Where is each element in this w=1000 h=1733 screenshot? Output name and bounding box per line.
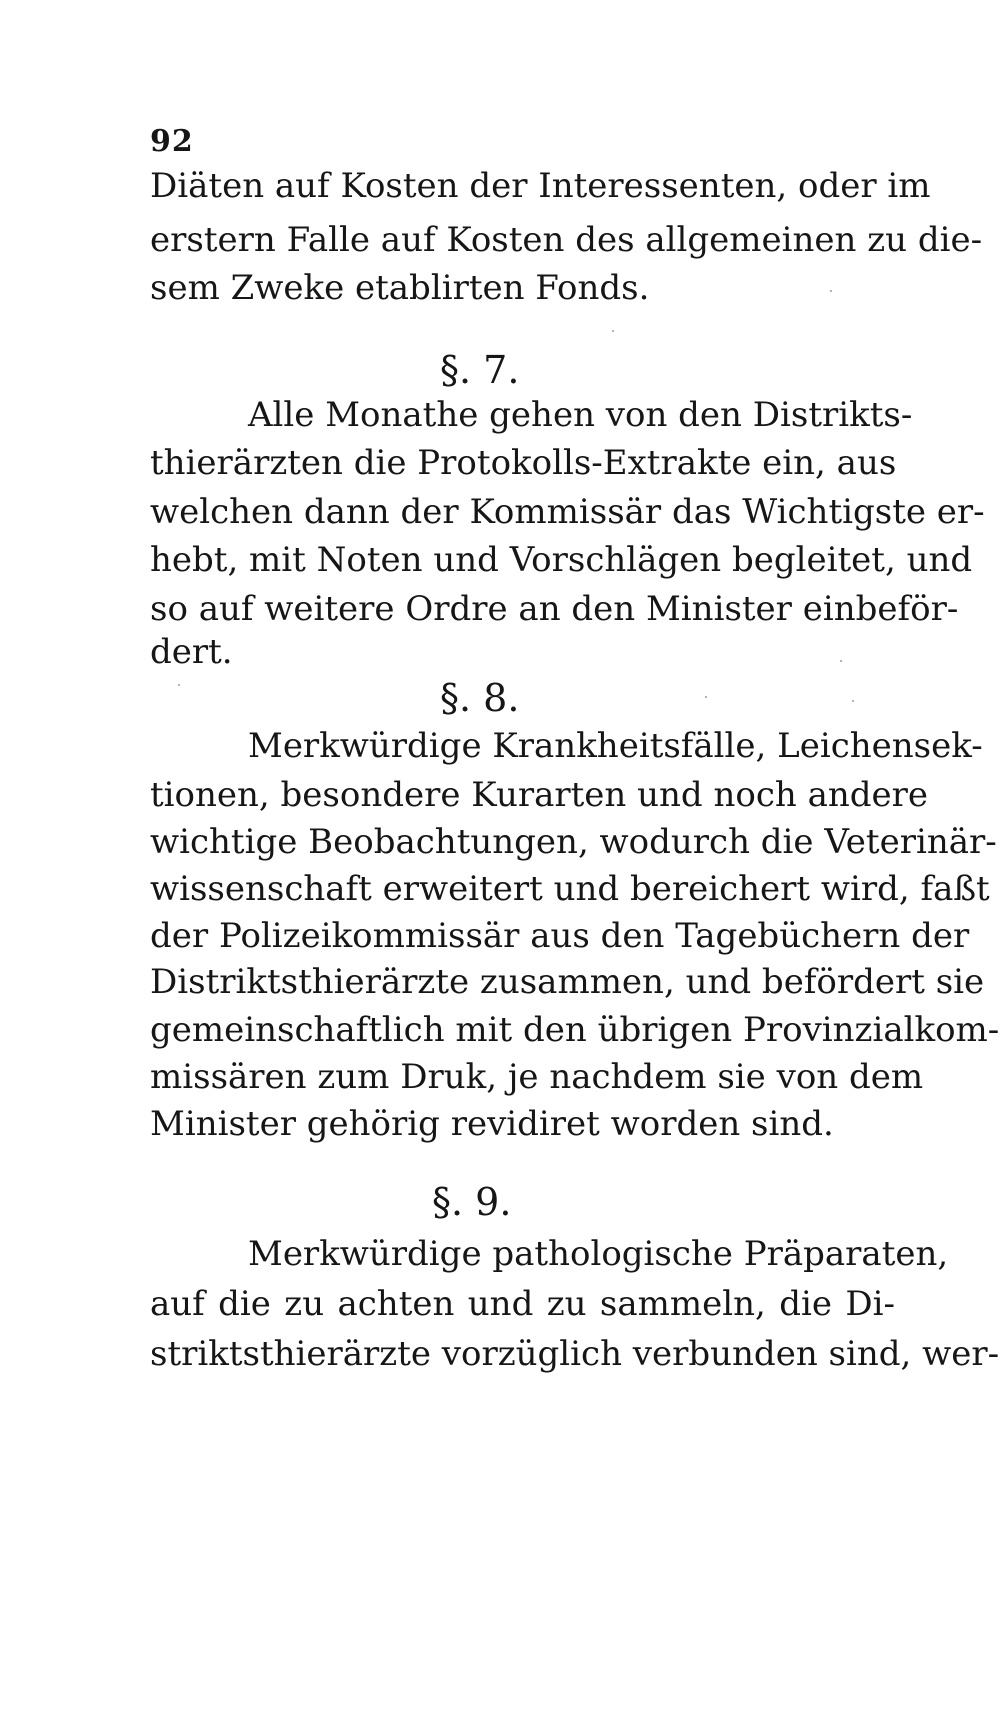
section-heading-7: §. 7. <box>440 348 520 392</box>
text-line: Distriktsthierärzte zusammen, und befördert sie <box>150 962 985 1002</box>
section-heading-8: §. 8. <box>440 676 520 720</box>
print-speck <box>830 290 832 292</box>
text-line: welchen dann der Kommissär das Wichtigste er- <box>150 492 985 532</box>
text-line: Merkwürdige Krankheitsfälle, Leichensek- <box>248 726 983 766</box>
text-line: Merkwürdige pathologische Präparaten, <box>248 1234 949 1274</box>
print-speck <box>612 330 614 332</box>
print-speck <box>178 684 180 686</box>
text-line: wissenschaft erweitert und bereichert wird, faßt <box>150 869 990 909</box>
page-number: 92 <box>150 124 194 159</box>
text-line: missären zum Druk, je nachdem sie von dem <box>150 1057 924 1097</box>
print-speck <box>852 700 854 702</box>
text-line: Minister gehörig revidiret worden sind. <box>150 1104 834 1144</box>
text-line: wichtige Beobachtungen, wodurch die Veterinär- <box>150 822 997 862</box>
text-line: hebt, mit Noten und Vorschlägen begleitet, und <box>150 540 973 580</box>
print-speck <box>705 696 707 698</box>
text-line: Diäten auf Kosten der Interessenten, oder im <box>150 166 931 206</box>
text-line: so auf weitere Ordre an den Minister einbeför- <box>150 589 959 629</box>
text-line: dert. <box>150 632 233 672</box>
text-line: auf die zu achten und zu sammeln, die Di- <box>150 1284 895 1324</box>
text-line: erstern Falle auf Kosten des allgemeinen zu die- <box>150 220 983 260</box>
text-line: thierärzten die Protokolls-Extrakte ein, aus <box>150 443 897 483</box>
text-line: sem Zweke etablirten Fonds. <box>150 268 650 308</box>
text-line: der Polizeikommissär aus den Tagebüchern der <box>150 916 970 956</box>
text-line: tionen, besondere Kurarten und noch andere <box>150 775 929 815</box>
text-line: striktsthierärzte vorzüglich verbunden sind, wer- <box>150 1334 1000 1374</box>
text-line: gemeinschaftlich mit den übrigen Provinzialkom- <box>150 1010 1000 1050</box>
print-speck <box>840 660 842 662</box>
text-line: Alle Monathe gehen von den Distrikts- <box>248 395 913 435</box>
section-heading-9: §. 9. <box>432 1180 512 1224</box>
